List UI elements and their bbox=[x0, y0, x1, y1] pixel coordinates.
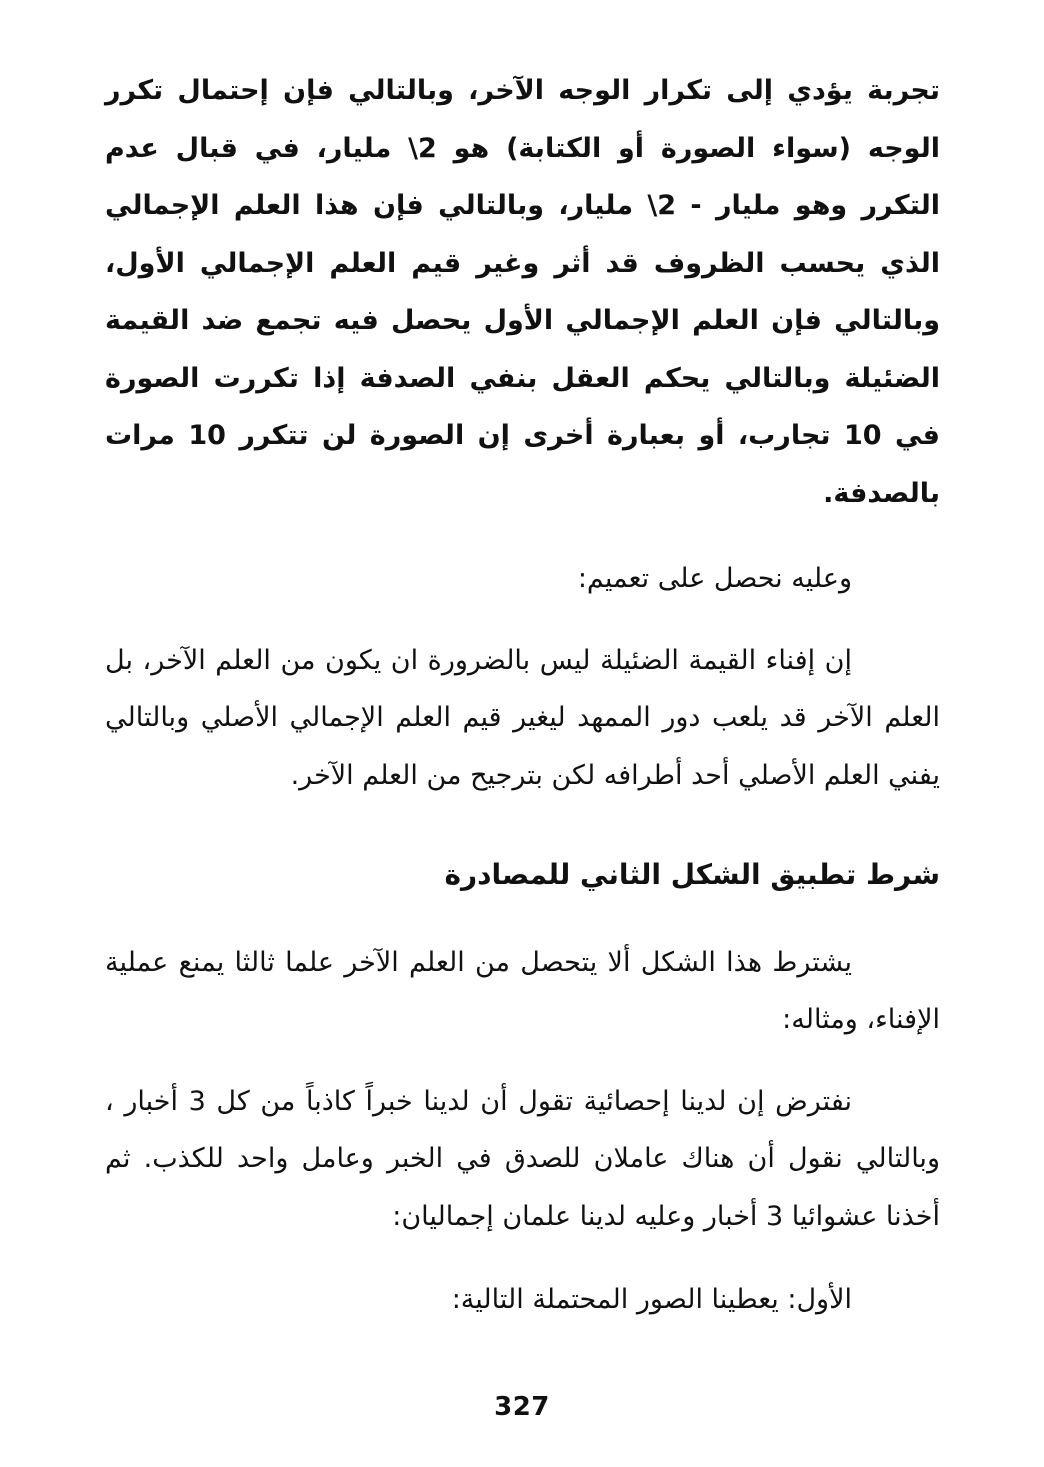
paragraph-generalization-intro: وعليه نحصل على تعميم: bbox=[577, 563, 852, 594]
section-heading: شرط تطبيق الشكل الثاني للمصادرة bbox=[444, 858, 940, 891]
paragraph-generalization: إن إفناء القيمة الضئيلة ليس بالضرورة ان يكون من العلم الآخر، بل العلم الآخر قد يلعب دور الممهد ليغير قيم العلم الإجمالي الأصلي وبالتالي يفني العلم الأصلي أحد أطرافه لكن بترجيح من العلم الآخر. bbox=[105, 644, 940, 791]
page-body bbox=[105, 62, 940, 1329]
paragraph-example: نفترض إن لدينا إحصائية تقول أن لدينا خبراً كاذباً من كل 3 أخبار ، وبالتالي نقول أن هناك عاملان للصدق في الخبر وعامل واحد للكذب. ثم أخذنا عشوائيا 3 أخبار وعليه لدينا علمان إجماليان: bbox=[105, 1085, 940, 1232]
paragraph-condition: يشترط هذا الشكل ألا يتحصل من العلم الآخر علما ثالثا يمنع عملية الإفناء، ومثاله: bbox=[105, 946, 940, 1035]
paragraph-continuation: تجربة يؤدي إلى تكرار الوجه الآخر، وبالتالي فإن إحتمال تكرر الوجه (سواء الصورة أو الكتابة) هو 2\ مليار، في قبال عدم التكرر وهو مليار - 2\ مليار، وبالتالي فإن هذا العلم الإجمالي الذي يحسب الظروف قد أثر وغير قيم العلم الإجمالي الأول، وبالتالي فإن العلم الإجمالي الأول يحصل فيه تجمع ضد القيمة الضئيلة وبالتالي يحكم العقل بنفي الصدفة إذا تكررت الصورة في 10 تجارب، أو بعبارة أخرى إن الصورة لن تتكرر 10 مرات بالصدفة. bbox=[105, 75, 941, 509]
page-number: 327 bbox=[494, 1392, 550, 1422]
paragraph-first-case: الأول: يعطينا الصور المحتملة التالية: bbox=[451, 1284, 852, 1315]
